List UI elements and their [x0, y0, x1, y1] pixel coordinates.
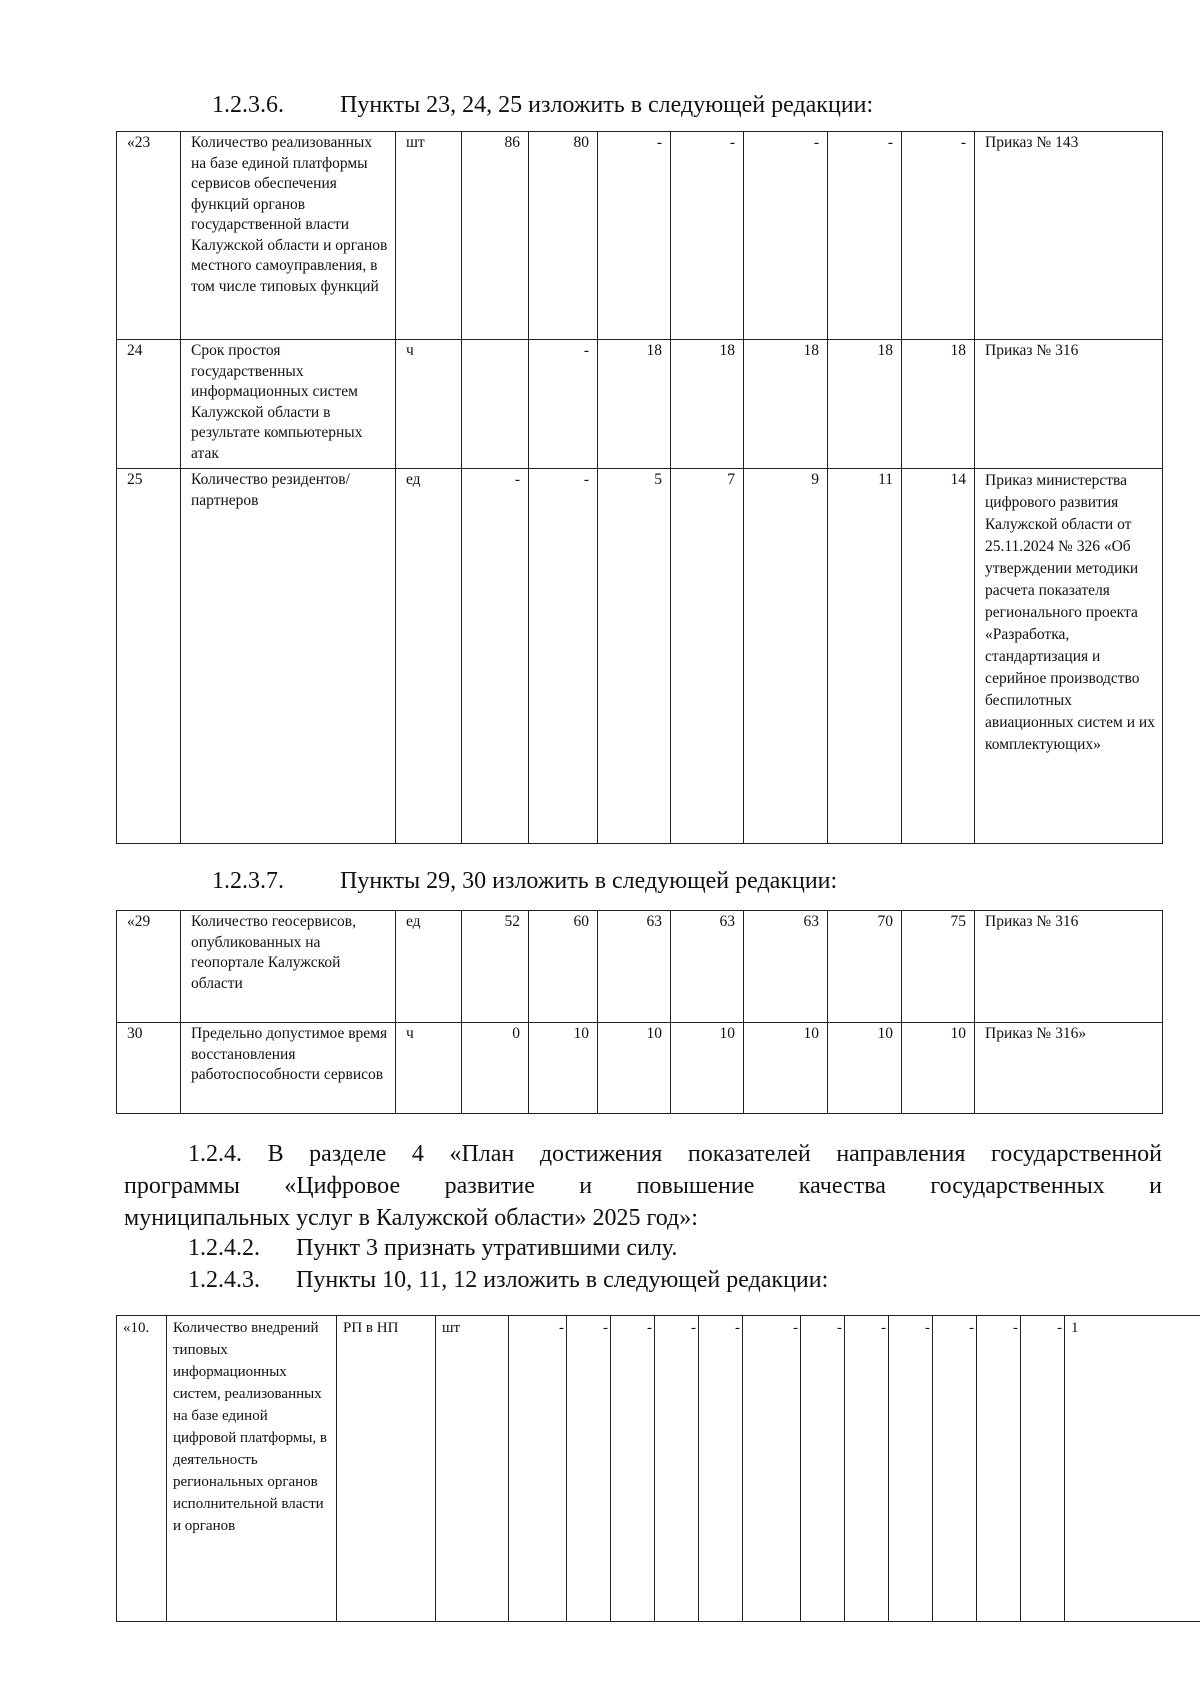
value-cell: 18 [598, 340, 671, 469]
value-cell: 9 [744, 469, 828, 844]
row-number: 30 [117, 1023, 181, 1114]
unit-cell: ед [396, 911, 462, 1023]
value-cell: 5 [598, 469, 671, 844]
value-cell: - [743, 1316, 801, 1622]
row-number: «29 [117, 911, 181, 1023]
item-number: 1.2.4.2. [188, 1235, 260, 1261]
table-row [117, 911, 1163, 1023]
row-number: «23 [117, 132, 181, 340]
value-cell: 60 [529, 911, 598, 1023]
section-heading-1237 [212, 868, 837, 895]
plan-table [116, 1315, 1200, 1622]
table-row [117, 1023, 1163, 1114]
item-1-2-4-2 [188, 1235, 677, 1262]
value-cell: - [845, 1316, 889, 1622]
value-cell: - [655, 1316, 699, 1622]
value-cell: - [611, 1316, 655, 1622]
paragraph-1-2-4 [124, 1138, 1162, 1234]
row-number: «10. [117, 1316, 167, 1622]
value-cell: 18 [828, 340, 902, 469]
indicator-name: Количество геосервисов, опубликованных на геопортале Калужской области [181, 911, 396, 1023]
value-cell: 63 [671, 911, 744, 1023]
value-cell: - [529, 469, 598, 844]
value-cell: 18 [671, 340, 744, 469]
item-number: 1.2.4.3. [188, 1267, 260, 1293]
table-row [117, 1316, 1200, 1622]
item-text: Пункт 3 признать утратившими силу. [296, 1235, 678, 1261]
value-cell: 11 [828, 469, 902, 844]
value-cell: 52 [462, 911, 529, 1023]
value-cell: - [509, 1316, 567, 1622]
value-cell: - [744, 132, 828, 340]
paragraph-line: программы «Цифровое развитие и повышение качества государственных и [124, 1173, 1162, 1199]
document-cell: Приказ министерства цифрового развития Калужской области от 25.11.2024 № 326 «Об утверждении методики расчета показателя регионального проекта «Разработка, стандартизация и серийное производство беспилотных авиационных систем и их комплектующих» [975, 469, 1163, 844]
value-cell: - [598, 132, 671, 340]
value-cell: 75 [902, 911, 975, 1023]
value-cell: 10 [598, 1023, 671, 1114]
indicator-name: Предельно допустимое время восстановления работоспособности сервисов [181, 1023, 396, 1114]
table-row [117, 132, 1163, 340]
value-cell: 10 [828, 1023, 902, 1114]
value-cell: 10 [671, 1023, 744, 1114]
value-cell: - [529, 340, 598, 469]
indicators-table-1 [116, 131, 1163, 844]
value-cell: 86 [462, 132, 529, 340]
paragraph-line: 1.2.4. В разделе 4 «План достижения показателей направления государственной [188, 1141, 1162, 1167]
value-cell: - [889, 1316, 933, 1622]
value-cell: 18 [902, 340, 975, 469]
value-cell: 18 [744, 340, 828, 469]
value-cell: 14 [902, 469, 975, 844]
value-cell: - [902, 132, 975, 340]
level-cell: РП в НП [337, 1316, 436, 1622]
section-number: 1.2.3.6. [212, 92, 284, 118]
value-cell: - [1021, 1316, 1065, 1622]
value-cell [462, 340, 529, 469]
document-cell: Приказ № 316» [975, 1023, 1163, 1114]
row-number: 24 [117, 340, 181, 469]
value-cell: 10 [529, 1023, 598, 1114]
value-cell: - [462, 469, 529, 844]
unit-cell: ч [396, 340, 462, 469]
value-cell: 63 [598, 911, 671, 1023]
value-cell: 7 [671, 469, 744, 844]
value-cell: - [977, 1316, 1021, 1622]
document-cell: Приказ № 316 [975, 340, 1163, 469]
table-row [117, 469, 1163, 844]
item-text: Пункты 10, 11, 12 изложить в следующей редакции: [296, 1267, 829, 1293]
item-1-2-4-3 [188, 1267, 828, 1294]
section-heading-1236 [212, 92, 873, 119]
value-cell: 10 [744, 1023, 828, 1114]
section-text: Пункты 23, 24, 25 изложить в следующей редакции: [340, 92, 874, 118]
indicator-name: Количество внедрений типовых информационных систем, реализованных на базе единой цифровой платформы, в деятельность региональных органов исполнительной власти и органов [167, 1316, 337, 1622]
indicator-name: Срок простоя государственных информационных систем Калужской области в результате компьютерных атак [181, 340, 396, 469]
indicators-table-2 [116, 910, 1163, 1114]
value-cell: 10 [902, 1023, 975, 1114]
table-row [117, 340, 1163, 469]
value-cell: - [567, 1316, 611, 1622]
value-cell: - [699, 1316, 743, 1622]
row-number: 25 [117, 469, 181, 844]
value-cell: 70 [828, 911, 902, 1023]
value-cell-total: 1 [1065, 1316, 1200, 1622]
unit-cell: ед [396, 469, 462, 844]
unit-cell: ч [396, 1023, 462, 1114]
value-cell: 63 [744, 911, 828, 1023]
document-cell: Приказ № 316 [975, 911, 1163, 1023]
section-text: Пункты 29, 30 изложить в следующей редакции: [340, 868, 838, 894]
section-number: 1.2.3.7. [212, 868, 284, 894]
indicator-name: Количество реализованных на базе единой платформы сервисов обеспечения функций органов государственной власти Калужской области и органов местного самоуправления, в том числе типовых функций [181, 132, 396, 340]
indicator-name: Количество резидентов/партнеров [181, 469, 396, 844]
value-cell: 0 [462, 1023, 529, 1114]
value-cell: - [828, 132, 902, 340]
paragraph-line: муниципальных услуг в Калужской области» 2025 год»: [124, 1205, 698, 1231]
value-cell: - [671, 132, 744, 340]
unit-cell: шт [396, 132, 462, 340]
unit-cell: шт [436, 1316, 509, 1622]
document-cell: Приказ № 143 [975, 132, 1163, 340]
value-cell: - [933, 1316, 977, 1622]
value-cell: 80 [529, 132, 598, 340]
value-cell: - [801, 1316, 845, 1622]
